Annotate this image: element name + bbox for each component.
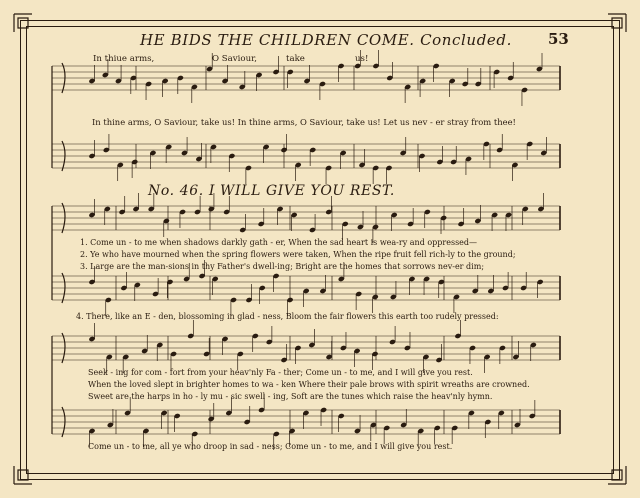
song-subtitle: Concluded. (420, 31, 512, 49)
song2-number: No. 46. (148, 183, 204, 199)
page-number: 53 (548, 30, 569, 48)
lyric-top-4: us! (355, 54, 369, 64)
verse-4: 4. There, like an E - den, blossoming in glad - ness, Bloom the fair flowers this earth too rudely pressed: (76, 312, 499, 321)
refrain-3: Sweet are the harps in ho - ly mu - sic swell - ing, Soft are the tunes which raise the heav'nly hymn. (88, 392, 493, 401)
refrain-2: When the loved slept in brighter homes to wa - ken Where their pale brows with spirit wreaths are crowned. (88, 380, 530, 389)
lyric-top-2: O Saviour, (212, 54, 257, 64)
refrain-4: Come un - to me, all ye who droop in sad - ness; Come un - to me, and I will give you rest. (88, 442, 453, 451)
lyric-top-3: take (286, 54, 305, 64)
lyric-top-1: In thiue arms, (93, 54, 155, 64)
verse-3: 3. Large are the man-sions in thy Father's dwell-ing; Bright are the homes that sorrows nev-er dim; (80, 262, 485, 271)
song1-lyric-line: In thine arms, O Saviour, take us! In thine arms, O Saviour, take us! Let us nev - er stray from thee! (92, 117, 516, 127)
verse-2: 2. Ye who have mourned when the spring flowers were taken, When the ripe fruit fell rich-ly to the ground; (80, 250, 516, 259)
verse-1: 1. Come un - to me when shadows darkly gath - er, When the sad heart is wea-ry and oppressed— (80, 238, 478, 247)
refrain-1: Seek - ing for com - fort from your heav'nly Fa - ther; Come un - to me, and I will give you rest. (88, 368, 473, 377)
song2-title: I WILL GIVE YOU REST. (208, 183, 395, 199)
song-title: HE BIDS THE CHILDREN COME. (140, 31, 415, 49)
